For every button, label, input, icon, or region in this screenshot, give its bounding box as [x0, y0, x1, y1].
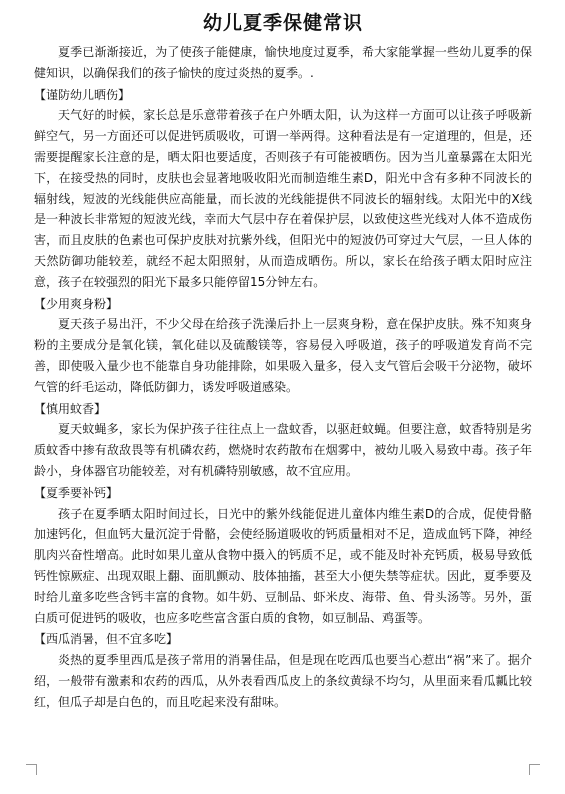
section-heading-mosquito-coil: 【慎用蚊香】: [34, 401, 107, 416]
document-title: 幼儿夏季保健常识: [202, 12, 363, 34]
document-page: [34, 10, 532, 713]
section-body-sunburn: 天气好的时候，家长总是乐意带着孩子在户外晒太阳，认为这样一方面可以让孩子呼吸新鲜空气，另一方面还可以促进钙质吸收，可谓一举两得。这种看法是有一定道理的，但是，还需要提醒家长注意的是，晒太阳也要适度，否则孩子有可能被晒伤。因为当儿童暴露在太阳光下，在接受热的同时，皮肤也会显著地吸收阳光而制造维生素D，阳光中含有多种不同波长的辐射线，短波的光线能供应高能量，而长波的光线能提供不同波长的辐射线。太阳光中的X线是一种波长非常短的短波光线，幸而大气层中存在着保护层，以致使这些光线对人体不造成伤害，而且皮肤的色素也可保护皮肤对抗紫外线，但阳光中的短波仍可穿过大气层，一旦人体的天然防御功能较差，就经不起太阳照射，从而造成晒伤。所以，家长在给孩子晒太阳时应注意，孩子在较强烈的阳光下最多只能停留15分钟左右。: [34, 108, 532, 289]
crop-mark-bottom-left: [26, 764, 37, 775]
section-body-mosquito-coil: 夏天蚊蝇多，家长为保护孩子往往点上一盘蚊香，以驱赶蚊蝇。但要注意，蚊香特别是劣质蚊香中掺有敌敌畏等有机磷农药，燃烧时农药散布在烟雾中，被幼儿吸入易致中毒。孩子年龄小，身体器官功能较差，对有机磷特别敏感，故不宜应用。: [34, 422, 532, 478]
section-heading-powder: 【少用爽身粉】: [34, 296, 119, 311]
crop-mark-bottom-right: [529, 764, 540, 775]
section-heading-sunburn: 【谨防幼儿晒伤】: [34, 87, 131, 102]
section-heading-watermelon: 【西瓜消暑，但不宜多吃】: [34, 632, 179, 647]
section-body-calcium: 孩子在夏季晒太阳时间过长，日光中的紫外线能促进儿童体内维生素D的合成，促使骨骼加速钙化，但血钙大量沉淀于骨骼，会使经肠道吸收的钙质量相对不足，造成血钙下降，神经肌肉兴奋性增高。此时如果儿童从食物中摄入的钙质不足，或不能及时补充钙质，极易导致低钙性惊厥症、出现双眼上翻、面肌颤动、肢体抽搐，甚至大小便失禁等症状。因此，夏季要及时给儿童多吃些含钙丰富的食物。如牛奶、豆制品、虾米皮、海带、鱼、骨头汤等。另外，蛋白质可促进钙的吸收，也应多吃些富含蛋白质的食物，如豆制品、鸡蛋等。: [34, 506, 532, 625]
intro-paragraph: 夏季已渐渐接近，为了使孩子能健康，愉快地度过夏季，希大家能掌握一些幼儿夏季的保健知识，以确保我们的孩子愉快的度过炎热的夏季。.: [34, 45, 532, 80]
section-heading-calcium: 【夏季要补钙】: [34, 485, 119, 500]
section-body-powder: 夏天孩子易出汗，不少父母在给孩子洗澡后扑上一层爽身粉，意在保护皮肤。殊不知爽身粉的主要成分是氧化镁，氧化硅以及硫酸镁等，容易侵入呼吸道，孩子的呼吸道发育尚不完善，即使吸入量少也不能靠自身功能排除，如果吸入量多，侵入支气管后会吸干分泌物，破坏气管的纤毛运动，降低防御力，诱发呼吸道感染。: [34, 317, 532, 394]
section-body-watermelon: 炎热的夏季里西瓜是孩子常用的消暑佳品，但是现在吃西瓜也要当心惹出“祸”来了。据介绍，一般带有激素和农药的西瓜，从外表看西瓜皮上的条纹黄绿不均匀，从里面来看瓜瓤比较红，但瓜子却是白色的，而且吃起来没有甜味。: [34, 653, 532, 709]
